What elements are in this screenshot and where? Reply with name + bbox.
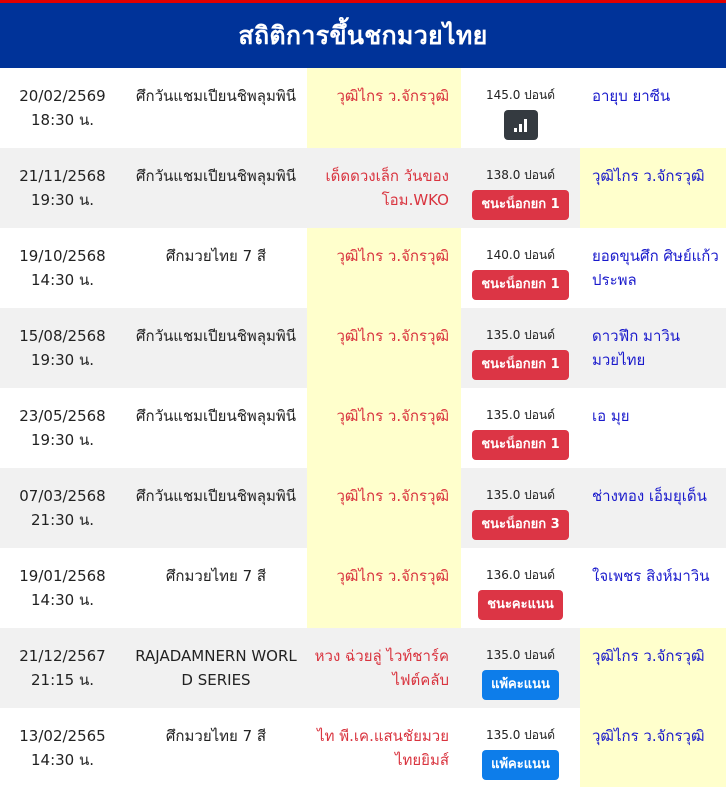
fight-row xyxy=(0,468,726,548)
fight-time: 19:30 น. xyxy=(30,431,95,449)
weight-label: 135.0 ปอนด์ xyxy=(486,488,555,502)
fight-result-cell xyxy=(461,548,580,628)
fight-datetime xyxy=(0,388,125,468)
weight-label: 135.0 ปอนด์ xyxy=(486,328,555,342)
fight-date: 20/02/2569 xyxy=(19,87,106,105)
blue-corner-fighter[interactable]: ยอดขุนศึก ศิษย์แก้วประพล xyxy=(592,247,719,289)
weight-label: 140.0 ปอนด์ xyxy=(486,248,555,262)
fight-row xyxy=(0,548,726,628)
fight-date: 15/08/2568 xyxy=(19,327,106,345)
blue-corner-fighter[interactable]: วุฒิไกร ว.จักรวุฒิ xyxy=(580,708,726,787)
fight-time: 14:30 น. xyxy=(30,591,95,609)
fight-datetime xyxy=(0,308,125,388)
weight-label: 135.0 ปอนด์ xyxy=(486,648,555,662)
blue-corner-fighter[interactable]: อายุบ ยาซีน xyxy=(592,87,671,105)
fight-result-cell xyxy=(461,708,580,787)
event-name: ศึกวันแชมเปียนชิพลุมพินี xyxy=(136,327,296,345)
fight-date: 13/02/2565 xyxy=(19,727,106,745)
fight-date: 23/05/2568 xyxy=(19,407,106,425)
event-name: ศึกวันแชมเปียนชิพลุมพินี xyxy=(136,487,296,505)
red-corner-fighter[interactable]: วุฒิไกร ว.จักรวุฒิ xyxy=(307,308,461,388)
fight-datetime xyxy=(0,708,125,787)
red-corner-fighter[interactable]: วุฒิไกร ว.จักรวุฒิ xyxy=(307,548,461,628)
fight-row xyxy=(0,388,726,468)
fight-result-cell xyxy=(461,68,580,148)
weight-label: 136.0 ปอนด์ xyxy=(486,568,555,582)
fight-date: 19/01/2568 xyxy=(19,567,106,585)
result-badge: ชนะน็อกยก 3 xyxy=(472,510,568,540)
fight-row xyxy=(0,308,726,388)
red-corner-fighter[interactable]: ไท พี.เค.แสนชัยมวยไทยยิมส์ xyxy=(317,727,449,769)
weight-label: 135.0 ปอนด์ xyxy=(486,728,555,742)
fight-datetime xyxy=(0,228,125,308)
red-corner-fighter[interactable]: วุฒิไกร ว.จักรวุฒิ xyxy=(307,388,461,468)
fight-date: 21/12/2567 xyxy=(19,647,106,665)
fight-time: 18:30 น. xyxy=(30,111,95,129)
fight-result-cell xyxy=(461,468,580,548)
fight-result-cell xyxy=(461,628,580,708)
result-badge: ชนะคะแนน xyxy=(478,590,563,620)
weight-label: 138.0 ปอนด์ xyxy=(486,168,555,182)
fight-date: 07/03/2568 xyxy=(19,487,106,505)
blue-corner-fighter[interactable]: เอ มุย xyxy=(592,407,630,425)
fight-datetime xyxy=(0,548,125,628)
fight-time: 21:15 น. xyxy=(30,671,95,689)
result-badge: ชนะน็อกยก 1 xyxy=(472,190,568,220)
red-corner-fighter[interactable]: วุฒิไกร ว.จักรวุฒิ xyxy=(307,468,461,548)
fight-datetime xyxy=(0,468,125,548)
fight-row xyxy=(0,148,726,228)
red-corner-fighter[interactable]: วุฒิไกร ว.จักรวุฒิ xyxy=(307,68,461,148)
event-name: ศึกวันแชมเปียนชิพลุมพินี xyxy=(136,407,296,425)
fight-row xyxy=(0,708,726,787)
result-badge: แพ้คะแนน xyxy=(482,750,559,780)
fight-result-cell xyxy=(461,148,580,228)
fight-time: 21:30 น. xyxy=(30,511,95,529)
fight-time: 19:30 น. xyxy=(30,351,95,369)
result-badge: แพ้คะแนน xyxy=(482,670,559,700)
fight-row xyxy=(0,628,726,708)
fight-result-cell xyxy=(461,388,580,468)
weight-label: 145.0 ปอนด์ xyxy=(486,88,555,102)
fight-datetime xyxy=(0,148,125,228)
fight-row xyxy=(0,228,726,308)
fight-row xyxy=(0,68,726,148)
fight-time: 14:30 น. xyxy=(30,751,95,769)
event-name: ศึกมวยไทย 7 สี xyxy=(165,727,267,745)
fight-date: 19/10/2568 xyxy=(19,247,106,265)
fight-time: 14:30 น. xyxy=(30,271,95,289)
result-badge: ชนะน็อกยก 1 xyxy=(472,430,568,460)
event-name: RAJADAMNERN WORLD SERIES xyxy=(135,647,297,689)
weight-label: 135.0 ปอนด์ xyxy=(486,408,555,422)
red-corner-fighter[interactable]: วุฒิไกร ว.จักรวุฒิ xyxy=(307,228,461,308)
blue-corner-fighter[interactable]: วุฒิไกร ว.จักรวุฒิ xyxy=(580,628,726,708)
blue-corner-fighter[interactable]: ช่างทอง เอ็มยุเด็น xyxy=(592,487,707,505)
result-badge: ชนะน็อกยก 1 xyxy=(472,270,568,300)
fight-result-cell xyxy=(461,308,580,388)
red-corner-fighter[interactable]: เด็ดดวงเล็ก วันของโอม.WKO xyxy=(325,167,449,209)
event-name: ศึกวันแชมเปียนชิพลุมพินี xyxy=(136,87,296,105)
page-title: สถิติการขึ้นชกมวยไทย xyxy=(0,3,726,68)
red-corner-fighter[interactable]: หวง ฉ่วยลู่ ไวท์ชาร์คไฟต์คลับ xyxy=(314,647,449,689)
event-name: ศึกมวยไทย 7 สี xyxy=(165,567,267,585)
event-name: ศึกวันแชมเปียนชิพลุมพินี xyxy=(136,167,296,185)
fight-datetime xyxy=(0,628,125,708)
fight-history-table xyxy=(0,68,726,787)
fight-date: 21/11/2568 xyxy=(19,167,106,185)
blue-corner-fighter[interactable]: ใจเพชร สิงห์มาวิน xyxy=(592,567,710,585)
blue-corner-fighter[interactable]: ดาวฟึก มาวินมวยไทย xyxy=(592,327,681,369)
blue-corner-fighter[interactable]: วุฒิไกร ว.จักรวุฒิ xyxy=(580,148,726,228)
fight-datetime xyxy=(0,68,125,148)
stats-chart-icon[interactable] xyxy=(504,110,538,140)
event-name: ศึกมวยไทย 7 สี xyxy=(165,247,267,265)
result-badge: ชนะน็อกยก 1 xyxy=(472,350,568,380)
fight-result-cell xyxy=(461,228,580,308)
fight-time: 19:30 น. xyxy=(30,191,95,209)
